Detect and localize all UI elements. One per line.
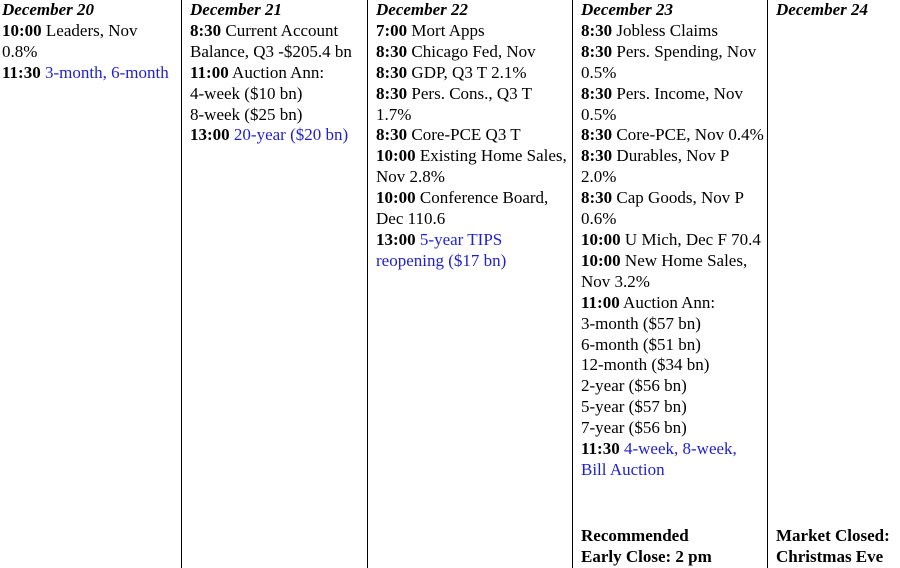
event-text: Auction Ann:	[623, 292, 716, 312]
auction-link[interactable]: 20-year ($20 bn)	[233, 125, 349, 145]
calendar-event	[190, 21, 364, 63]
event-text: Chicago Fed, Nov	[411, 41, 536, 61]
auction-link[interactable]: 4-week, 8-week, Bill Auction	[581, 439, 737, 479]
event-text: Core-PCE, Nov 0.4%	[616, 125, 764, 145]
calendar-event[interactable]	[376, 230, 570, 272]
calendar-event	[581, 125, 765, 146]
calendar-event	[581, 21, 765, 42]
calendar-event	[376, 21, 570, 42]
event-text: Leaders, Nov 0.8%	[2, 20, 138, 61]
day-column-dec-23	[581, 0, 765, 568]
calendar-event	[581, 397, 765, 418]
event-time: 8:30	[581, 20, 613, 40]
event-time: 11:00	[190, 62, 229, 82]
calendar-event	[581, 335, 765, 356]
calendar-event	[190, 105, 364, 126]
calendar-event	[2, 21, 177, 63]
calendar-event	[376, 125, 570, 146]
day-date: December 21	[190, 0, 283, 19]
event-time: 10:00	[581, 229, 621, 249]
event-text: Core-PCE Q3 T	[411, 125, 521, 145]
column-divider	[767, 0, 768, 568]
calendar-event	[581, 188, 765, 230]
event-text: Auction Ann:	[232, 62, 325, 82]
day-date: December 20	[2, 0, 95, 19]
event-time: 8:30	[376, 62, 408, 82]
event-time: 8:30	[581, 83, 613, 103]
event-time: 11:00	[581, 292, 620, 312]
note-line: Early Close: 2 pm	[581, 547, 712, 567]
event-text: New Home Sales, Nov 3.2%	[581, 250, 748, 291]
event-time: 8:30	[376, 41, 408, 61]
event-time: 8:30	[581, 125, 613, 145]
column-divider	[367, 0, 368, 568]
event-time: 13:00	[190, 125, 230, 145]
day-column-dec-24	[776, 0, 900, 568]
day-date: December 24	[776, 0, 869, 19]
column-divider	[181, 0, 182, 568]
event-time: 13:00	[376, 229, 416, 249]
event-text: Pers. Cons., Q3 T 1.7%	[376, 83, 532, 124]
auction-link[interactable]: 3-month, 6-month	[44, 62, 169, 82]
event-time: 8:30	[376, 83, 408, 103]
event-text: 4-week ($10 bn)	[190, 83, 303, 103]
event-time: 7:00	[376, 20, 408, 40]
event-time: 8:30	[376, 125, 408, 145]
event-text: GDP, Q3 T 2.1%	[411, 62, 527, 82]
event-time: 8:30	[581, 41, 613, 61]
event-text: Pers. Income, Nov 0.5%	[581, 83, 743, 124]
event-text: 12-month ($34 bn)	[581, 355, 710, 375]
event-text: Mort Apps	[411, 20, 485, 40]
event-time: 11:30	[581, 439, 620, 459]
event-text: Conference Board, Dec 110.6	[376, 188, 549, 229]
calendar-event	[581, 314, 765, 335]
auction-link[interactable]: 5-year TIPS reopening ($17 bn)	[376, 229, 507, 270]
event-time: 8:30	[581, 188, 613, 208]
calendar-event	[581, 230, 765, 251]
calendar-event	[581, 251, 765, 293]
event-text: U Mich, Dec F 70.4	[624, 229, 761, 249]
day-entries	[581, 21, 765, 481]
event-text: 3-month ($57 bn)	[581, 313, 701, 333]
event-time: 10:00	[376, 188, 416, 208]
event-time: 8:30	[581, 146, 613, 166]
event-time: 10:00	[581, 250, 621, 270]
calendar-event	[581, 355, 765, 376]
event-text: Cap Goods, Nov P 0.6%	[581, 188, 744, 229]
note-line: Christmas Eve	[776, 547, 884, 567]
day-note	[776, 526, 890, 568]
column-divider	[572, 0, 573, 568]
event-text: 2-year ($56 bn)	[581, 376, 687, 396]
calendar-event[interactable]	[190, 125, 364, 146]
calendar-event	[581, 84, 765, 126]
calendar-event[interactable]	[581, 439, 765, 481]
calendar-event	[190, 63, 364, 84]
event-time: 10:00	[376, 146, 416, 166]
day-column-dec-21	[190, 0, 364, 568]
event-text: 7-year ($56 bn)	[581, 418, 687, 438]
day-date: December 23	[581, 0, 674, 19]
event-text: Jobless Claims	[616, 20, 718, 40]
event-time: 11:30	[2, 62, 41, 82]
day-date: December 22	[376, 0, 469, 19]
calendar-event[interactable]	[2, 63, 177, 84]
calendar-event	[581, 146, 765, 188]
note-line: Recommended	[581, 526, 689, 546]
calendar-event	[376, 84, 570, 126]
event-text: Current Account Balance, Q3 -$205.4 bn	[190, 20, 352, 61]
event-time: 10:00	[2, 20, 42, 40]
note-line: Market Closed:	[776, 526, 890, 546]
day-note	[581, 526, 712, 568]
calendar-event	[581, 293, 765, 314]
calendar-event	[581, 418, 765, 439]
event-text: Durables, Nov P 2.0%	[581, 146, 729, 187]
calendar-event	[190, 84, 364, 105]
day-entries	[2, 21, 177, 84]
calendar-event	[581, 42, 765, 84]
event-text: 8-week ($25 bn)	[190, 104, 303, 124]
event-text: Existing Home Sales, Nov 2.8%	[376, 146, 567, 187]
event-text: 6-month ($51 bn)	[581, 334, 701, 354]
event-text: Pers. Spending, Nov 0.5%	[581, 41, 757, 82]
calendar-event	[376, 146, 570, 188]
day-entries	[190, 21, 364, 146]
calendar-event	[376, 42, 570, 63]
day-column-dec-22	[376, 0, 570, 568]
event-text: 5-year ($57 bn)	[581, 397, 687, 417]
calendar-event	[376, 188, 570, 230]
calendar-event	[581, 376, 765, 397]
event-time: 8:30	[190, 20, 222, 40]
calendar-event	[376, 63, 570, 84]
day-entries	[376, 21, 570, 272]
day-column-dec-20	[2, 0, 177, 568]
